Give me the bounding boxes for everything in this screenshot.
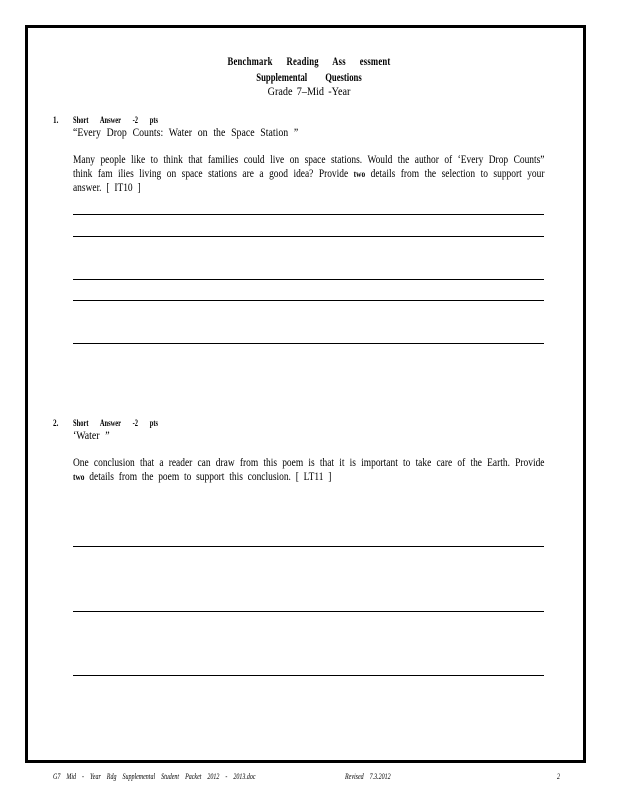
question-2-title: ‘Water ”: [73, 428, 110, 442]
question-1-emphasis: two: [353, 169, 366, 179]
assessment-subtitle: Supplemental Questions: [256, 70, 362, 84]
answer-line[interactable]: [73, 214, 544, 215]
question-1-heading: Short Answer -2 pts: [73, 115, 159, 125]
answer-line[interactable]: [73, 236, 544, 237]
question-2-prompt: One conclusion that a reader can draw from this poem is that it is important to take care of the Earth. Provide two details from the poem to support this conclusion. [ LT11 ]: [73, 457, 545, 483]
question-1-title: “Every Drop Counts: Water on the Space Station ”: [73, 125, 299, 139]
footer-filename: G7 Mid - Year Rdg Supplemental Student Packet 2012 - 2013.doc: [53, 772, 256, 781]
question-2-heading: Short Answer -2 pts: [73, 418, 159, 428]
page-number: 2: [557, 772, 560, 781]
answer-line[interactable]: [73, 343, 544, 344]
assessment-title: Benchmark Reading Ass essment: [227, 54, 391, 68]
footer-revised: Revised 7.3.2012: [345, 772, 391, 781]
answer-line[interactable]: [73, 675, 544, 676]
question-2-number: 2.: [53, 418, 59, 428]
question-1-number: 1.: [53, 115, 59, 125]
answer-line[interactable]: [73, 546, 544, 547]
question-1-prompt: Many people like to think that families could live on space stations. Would the author of ‘Every Drop Counts” think fam ilies living on space stations are a good idea? Provide two details from the selection to support your answer. [ IT10 ]: [73, 154, 545, 194]
grade-period: Grade 7–Mid -Year: [267, 84, 351, 98]
answer-line[interactable]: [73, 300, 544, 301]
answer-line[interactable]: [73, 611, 544, 612]
answer-line[interactable]: [73, 279, 544, 280]
question-2-emphasis: two: [73, 472, 85, 482]
